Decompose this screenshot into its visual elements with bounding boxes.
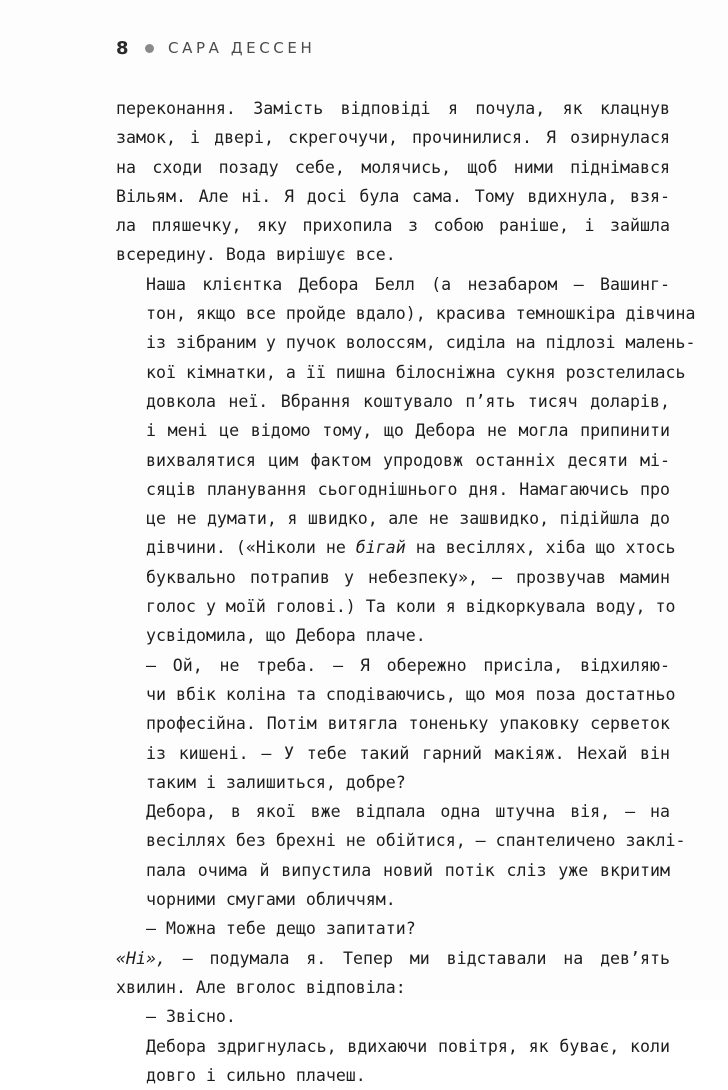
text-line: чорними смугами обличчям.	[116, 885, 670, 914]
text-line	[116, 533, 670, 562]
paragraph	[116, 94, 670, 270]
text-line: усвідомила, що Дебора плаче.	[116, 621, 670, 650]
text-line: сяців планування сьогоднішнього дня. Намагаючись про	[116, 475, 670, 504]
text-line: це не думати, я швидко, але не зашвидко, підійшла до	[116, 504, 670, 533]
text-line: із зібраним у пучок волоссям, сиділа на підлозі малень-	[116, 328, 670, 357]
bullet-dot-icon	[145, 44, 154, 53]
text-line: і мені це відомо тому, що Дебора не могла припинити	[116, 416, 670, 445]
text-fragment: — подумала я. Тепер ми відставали на дев’ять	[183, 949, 670, 968]
paragraph	[116, 1002, 670, 1031]
paragraph	[116, 797, 670, 914]
running-header	[116, 36, 315, 60]
text-line: Дебора, в якої вже відпала одна штучна вія, — на	[116, 797, 670, 826]
italic-word: бігай	[356, 538, 406, 557]
page-number: 8	[116, 38, 129, 59]
text-line: — Звісно.	[116, 1002, 670, 1031]
text-line: переконання. Замість відповіді я почула, як клацнув	[116, 94, 670, 123]
text-line: замок, і двері, скрегочучи, прочинилися. Я озирнулася	[116, 123, 670, 152]
text-line: вихвалятися цим фактом упродовж останніх десяти мі-	[116, 446, 670, 475]
text-line	[116, 944, 670, 973]
text-line: таким і залишиться, добре?	[116, 768, 670, 797]
text-line: із кишені. — У тебе такий гарний макіяж. Нехай він	[116, 739, 670, 768]
text-fragment: на весіллях, хіба що хтось	[406, 538, 676, 557]
paragraph	[116, 914, 670, 943]
text-line: Дебора здригнулась, вдихаючи повітря, як буває, коли	[116, 1032, 670, 1061]
text-line: всередину. Вода вирішує все.	[116, 240, 670, 269]
text-line: буквально потрапив у небезпеку», — прозвучав мамин	[116, 563, 670, 592]
paragraph	[116, 944, 670, 1003]
paragraph	[116, 1032, 670, 1090]
text-line: весіллях без брехні не обійтися, — спантеличено заклі-	[116, 826, 670, 855]
text-line: ла пляшечку, яку прихопила з собою раніше, і зайшла	[116, 211, 670, 240]
text-line: Наша клієнтка Дебора Белл (а незабаром — Вашинг-	[116, 270, 670, 299]
text-line: — Можна тебе дещо запитати?	[116, 914, 670, 943]
text-line: на сходи позаду себе, молячись, щоб ними піднімався	[116, 153, 670, 182]
paragraph	[116, 270, 670, 651]
text-line: довкола неї. Вбрання коштувало п’ять тисяч доларів,	[116, 387, 670, 416]
text-line: професійна. Потім витягла тоненьку упаковку серветок	[116, 709, 670, 738]
text-line: чи вбік коліна та сподіваючись, що моя поза достатньо	[116, 680, 670, 709]
text-line: хвилин. Але вголос відповіла:	[116, 973, 670, 1002]
text-line: голос у моїй голові.) Та коли я відкоркувала воду, то	[116, 592, 670, 621]
italic-word: «Ні»,	[116, 949, 166, 968]
paragraph	[116, 651, 670, 797]
body-text	[116, 94, 670, 1090]
text-line: Вільям. Але ні. Я досі була сама. Тому вдихнула, взя-	[116, 182, 670, 211]
text-fragment: дівчини. («Ніколи не	[146, 538, 356, 557]
author-name: САРА ДЕССЕН	[168, 39, 315, 57]
text-line: тон, якщо все пройде вдало), красива темношкіра дівчина	[116, 299, 670, 328]
text-line: довго і сильно плачеш.	[116, 1061, 670, 1090]
text-line: кої кімнатки, а її пишна білосніжна сукня розстелилась	[116, 358, 670, 387]
text-line: — Ой, не треба. — Я обережно присіла, відхиляю-	[116, 651, 670, 680]
text-line: пала очима й випустила новий потік сліз уже вкритим	[116, 856, 670, 885]
